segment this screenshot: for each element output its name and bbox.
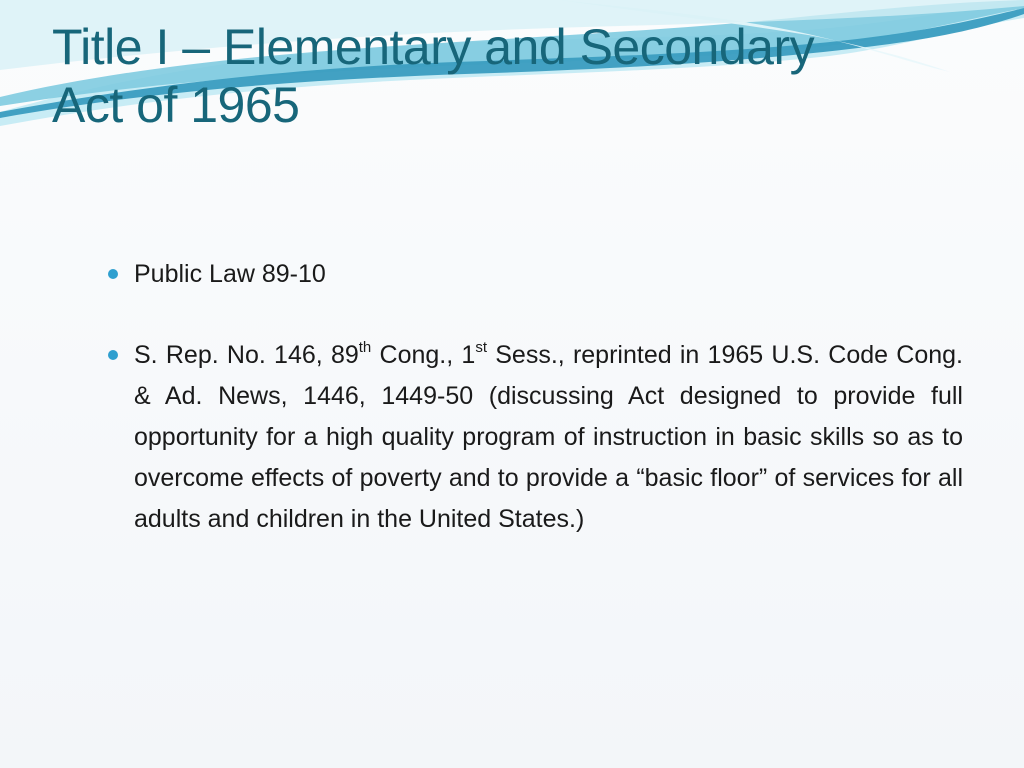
bullet-dot-icon <box>108 350 118 360</box>
bullet-item-public-law <box>108 254 963 295</box>
bullet-text-public-law: Public Law 89-10 <box>134 260 326 288</box>
bullet-list <box>108 254 963 580</box>
ordinal-suffix-th: th <box>358 338 372 356</box>
bullet-dot-icon <box>108 269 118 279</box>
report-text-part-1: S. Rep. No. 146, 89 <box>134 341 359 369</box>
ordinal-suffix-st: st <box>475 338 487 356</box>
report-text-part-3: Sess., reprinted in 1965 U.S. Code Cong. & Ad. News, 1446, 1449-50 (discussing Act designed to provide full opportunity for a high quality program of instruction in basic skills so as to overcome effects of poverty and to provide a “basic floor” of services for all adults and children in the United States.) <box>134 341 963 533</box>
title-line-2: Act of 1965 <box>52 77 300 133</box>
title-line-1: Title I – Elementary and Secondary <box>52 19 815 75</box>
slide-title <box>52 18 992 134</box>
bullet-item-senate-report <box>108 335 963 540</box>
report-text-part-2: Cong., 1 <box>371 341 476 369</box>
bullet-text-senate-report <box>134 338 963 533</box>
